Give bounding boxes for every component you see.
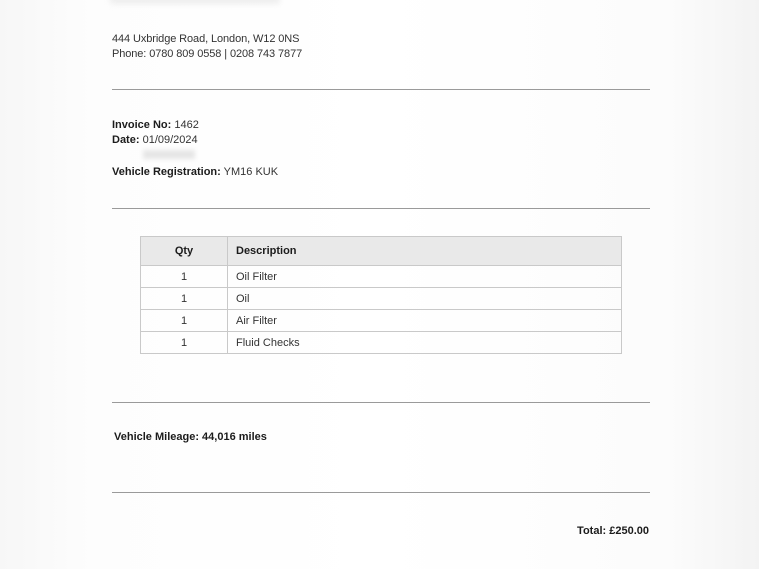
table-header-row bbox=[141, 237, 622, 266]
company-address: 444 Uxbridge Road, London, W12 0NS bbox=[112, 33, 300, 45]
divider bbox=[112, 208, 650, 209]
divider bbox=[112, 89, 650, 90]
invoice-date-value: 01/09/2024 bbox=[142, 134, 198, 146]
column-header-description: Description bbox=[228, 237, 622, 266]
invoice-total bbox=[577, 525, 649, 537]
divider bbox=[112, 402, 650, 403]
invoice-date-label: Date: bbox=[112, 134, 140, 146]
items-table bbox=[140, 236, 622, 354]
vehicle-mileage-value: 44,016 miles bbox=[202, 431, 267, 443]
row-description: Oil bbox=[228, 288, 622, 310]
vehicle-mileage bbox=[114, 431, 267, 443]
row-description: Fluid Checks bbox=[228, 332, 622, 354]
column-header-qty: Qty bbox=[141, 237, 228, 266]
row-description: Air Filter bbox=[228, 310, 622, 332]
total-label: Total: bbox=[577, 525, 607, 537]
row-qty: 1 bbox=[141, 266, 228, 288]
divider bbox=[112, 492, 650, 493]
table-row bbox=[141, 332, 622, 354]
row-qty: 1 bbox=[141, 288, 228, 310]
invoice-number bbox=[112, 119, 199, 131]
company-phone: Phone: 0780 809 0558 | 0208 743 7877 bbox=[112, 48, 303, 60]
row-description: Oil Filter bbox=[228, 266, 622, 288]
vehicle-mileage-label: Vehicle Mileage: bbox=[114, 431, 199, 443]
table-row bbox=[141, 288, 622, 310]
redacted-line bbox=[143, 150, 195, 159]
table-row bbox=[141, 266, 622, 288]
cropped-header-text bbox=[110, 0, 280, 4]
total-value: £250.00 bbox=[609, 525, 649, 537]
row-qty: 1 bbox=[141, 332, 228, 354]
invoice-number-label: Invoice No: bbox=[112, 119, 172, 131]
row-qty: 1 bbox=[141, 310, 228, 332]
table-row bbox=[141, 310, 622, 332]
vehicle-registration-value: YM16 KUK bbox=[223, 166, 279, 178]
vehicle-registration bbox=[112, 166, 278, 178]
invoice-date bbox=[112, 134, 198, 146]
invoice-number-value: 1462 bbox=[174, 119, 199, 131]
vehicle-registration-label: Vehicle Registration: bbox=[112, 166, 221, 178]
